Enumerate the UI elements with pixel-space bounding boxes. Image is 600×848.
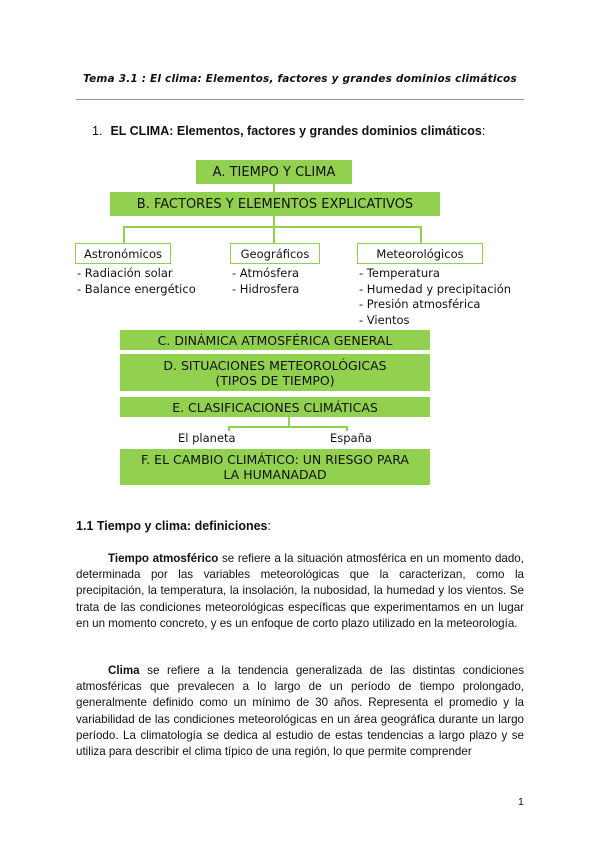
category-box-meteorologicos: Meteorológicos xyxy=(357,243,483,264)
section-number: 1. xyxy=(92,124,103,138)
diagram-box-b: B. FACTORES Y ELEMENTOS EXPLICATIVOS xyxy=(110,192,440,216)
section-heading xyxy=(92,124,485,138)
paragraph-tiempo-atmosferico xyxy=(76,551,524,632)
astronomicos-list xyxy=(77,266,196,297)
list-item: - Atmósfera xyxy=(232,266,300,280)
diagram-box-c: C. DINÁMICA ATMOSFÉRICA GENERAL xyxy=(120,330,430,350)
category-box-geograficos: Geográficos xyxy=(230,243,320,264)
subsection-heading-text: 1.1 Tiempo y clima: definiciones xyxy=(76,519,268,533)
section-heading-text: EL CLIMA: Elementos, factores y grandes dominios climáticos xyxy=(110,124,482,138)
connector-astronomicos xyxy=(123,226,125,243)
paragraph-clima xyxy=(76,663,524,760)
box-f-line1: F. EL CAMBIO CLIMÁTICO: UN RIESGO PARA xyxy=(141,452,409,467)
category-box-astronomicos: Astronómicos xyxy=(75,243,171,264)
meteorologicos-list xyxy=(359,266,511,328)
diagram-box-a: A. TIEMPO Y CLIMA xyxy=(196,160,352,184)
connector-geograficos xyxy=(273,226,275,243)
page-number: 1 xyxy=(518,796,524,808)
list-item: - Hidrosfera xyxy=(232,281,300,296)
box-d-line2: (TIPOS DE TIEMPO) xyxy=(215,372,335,388)
term-clima: Clima xyxy=(108,664,140,677)
paragraph-text: se refiere a la tendencia generalizada de las distintas condiciones atmosféricas que prevalecen a lo largo de un período de tiempo prolongado, generalmente definido como un mínimo de 30 años. Representa el promedio y la variabilidad de las condiciones meteorológicas en un área geográfica durante un largo período. La climatología se dedica al estudio de estas tendencias a largo plazo y se utiliza para describir el clima típico de una región, lo que permite comprender xyxy=(76,664,524,759)
subsection-heading-suffix: : xyxy=(267,519,271,533)
diagram-box-d xyxy=(120,354,430,391)
subsection-heading xyxy=(76,519,271,533)
geograficos-list xyxy=(232,266,299,297)
term-tiempo-atmosferico: Tiempo atmosférico xyxy=(108,552,219,565)
document-header-title: Tema 3.1 : El clima: Elementos, factores y grandes dominios climáticos xyxy=(83,73,517,85)
list-item: - Radiación solar xyxy=(77,266,173,280)
connector-meteorologicos xyxy=(420,226,422,243)
list-item: - Temperatura xyxy=(359,266,440,280)
box-f-line2: LA HUMANADAD xyxy=(223,467,327,482)
connector-a-b xyxy=(273,184,275,192)
list-item: - Vientos xyxy=(359,312,410,327)
list-item: - Presión atmosférica xyxy=(359,297,481,311)
header-divider xyxy=(76,99,524,100)
box-d-line1: D. SITUACIONES METEOROLÓGICAS xyxy=(163,357,387,373)
connector-b-down xyxy=(273,216,275,226)
list-item: - Balance energético xyxy=(77,281,196,296)
diagram-box-f xyxy=(120,449,430,485)
diagram-box-e: E. CLASIFICACIONES CLIMÁTICAS xyxy=(120,397,430,417)
section-heading-suffix: : xyxy=(481,124,486,138)
branch-label-espana: España xyxy=(330,431,372,445)
list-item: - Humedad y precipitación xyxy=(359,281,512,296)
paragraph-text: se refiere a la situación atmosférica en un momento dado, determinada por las variables meteorológicas que la caracterizan, como la precipitación, la temperatura, la insolación, la nubosidad, la humedad y los vientos. Se trata de las condiciones meteorológicas específicas que experimentamos en un lugar en un momento concreto, y es un enfoque de corto plazo utilizado en la meteorología. xyxy=(76,552,524,630)
connector-e-horizontal xyxy=(228,426,348,428)
branch-label-planeta: El planeta xyxy=(178,431,236,445)
